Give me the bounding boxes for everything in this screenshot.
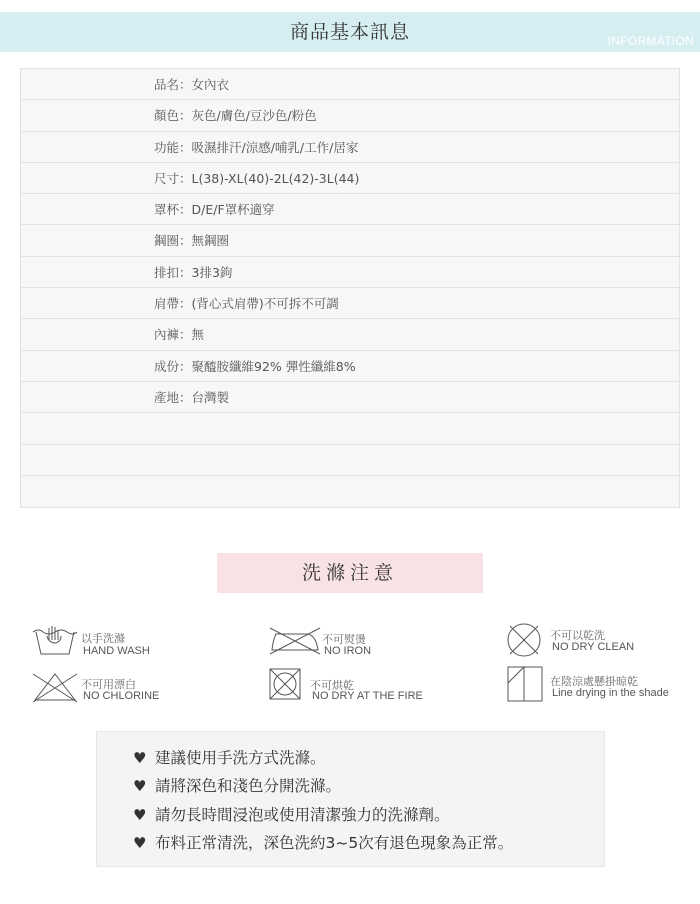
care-label-zh: 不可以乾洗 (550, 629, 605, 642)
info-row: 尺寸：L(38)-XL(40)-2L(42)-3L(44) (21, 163, 679, 194)
note-item (133, 803, 450, 825)
info-row: 產地：台灣製 (21, 382, 679, 413)
care-label-en: Line drying in the shade (552, 687, 669, 699)
info-row: 肩帶：(背心式肩帶)不可拆不可調 (21, 288, 679, 319)
heart-icon: ♥ (133, 834, 147, 852)
care-item-no-iron (268, 624, 418, 660)
info-row: 顏色：灰色/膚色/豆沙色/粉色 (21, 100, 679, 131)
info-row (21, 445, 679, 476)
note-text: 建議使用手洗方式洗滌。 (155, 749, 326, 767)
no-dry-clean-icon (506, 622, 546, 658)
info-row: 排扣：3排3鉤 (21, 257, 679, 288)
note-text: 布料正常清洗，深色洗約3~5次有退色現象為正常。 (155, 834, 514, 852)
heart-icon: ♥ (133, 749, 147, 767)
care-title: 洗滌注意 (217, 553, 483, 593)
info-row: 品名：女內衣 (21, 69, 679, 100)
note-item (133, 774, 341, 796)
care-label-en: NO DRY AT THE FIRE (312, 690, 423, 702)
care-label-en: NO DRY CLEAN (552, 641, 635, 653)
no-tumble-dry-icon (268, 667, 304, 703)
info-row: 鋼圈：無鋼圈 (21, 225, 679, 256)
care-item-no-chlorine (31, 670, 191, 706)
info-title: 商品基本訊息 (289, 21, 410, 43)
care-label-zh: 在陰涼處懸掛晾乾 (550, 675, 638, 688)
info-row (21, 413, 679, 444)
info-subtitle: INFORMATION (607, 34, 694, 48)
care-label-en: HAND WASH (83, 645, 150, 657)
no-iron-icon (268, 624, 322, 656)
care-notes-box (96, 731, 605, 867)
care-item-no-tumble-dry (268, 667, 428, 703)
care-label-zh: 不可熨燙 (322, 633, 366, 646)
info-row: 成份：聚醯胺纖維92% 彈性纖維8% (21, 351, 679, 382)
heart-icon: ♥ (133, 777, 147, 795)
info-row: 功能：吸濕排汗/涼感/哺乳/工作/居家 (21, 132, 679, 163)
care-label-en: NO IRON (324, 645, 372, 657)
care-label-en: NO CHLORINE (83, 690, 160, 702)
note-item (133, 831, 513, 853)
care-label-zh: 不可用漂白 (81, 678, 136, 691)
heart-icon: ♥ (133, 806, 147, 824)
care-label-zh: 不可烘乾 (310, 679, 354, 692)
product-info-table (20, 68, 680, 508)
note-text: 請將深色和淺色分開洗滌。 (155, 777, 342, 795)
note-item (133, 746, 326, 768)
info-row: 罩杯：D/E/F罩杯適穿 (21, 194, 679, 225)
hand-wash-icon (31, 622, 79, 658)
info-row (21, 476, 679, 507)
no-chlorine-icon (31, 670, 79, 704)
note-text: 請勿長時間浸泡或使用清潔強力的洗滌劑。 (155, 806, 450, 824)
line-dry-shade-icon (506, 665, 546, 705)
care-item-no-dry-clean (506, 622, 666, 658)
care-item-line-dry-shade (506, 665, 676, 701)
info-header (0, 12, 700, 52)
care-label-zh: 以手洗滌 (81, 632, 125, 645)
info-row: 內褲：無 (21, 319, 679, 350)
care-item-hand-wash (31, 622, 191, 658)
